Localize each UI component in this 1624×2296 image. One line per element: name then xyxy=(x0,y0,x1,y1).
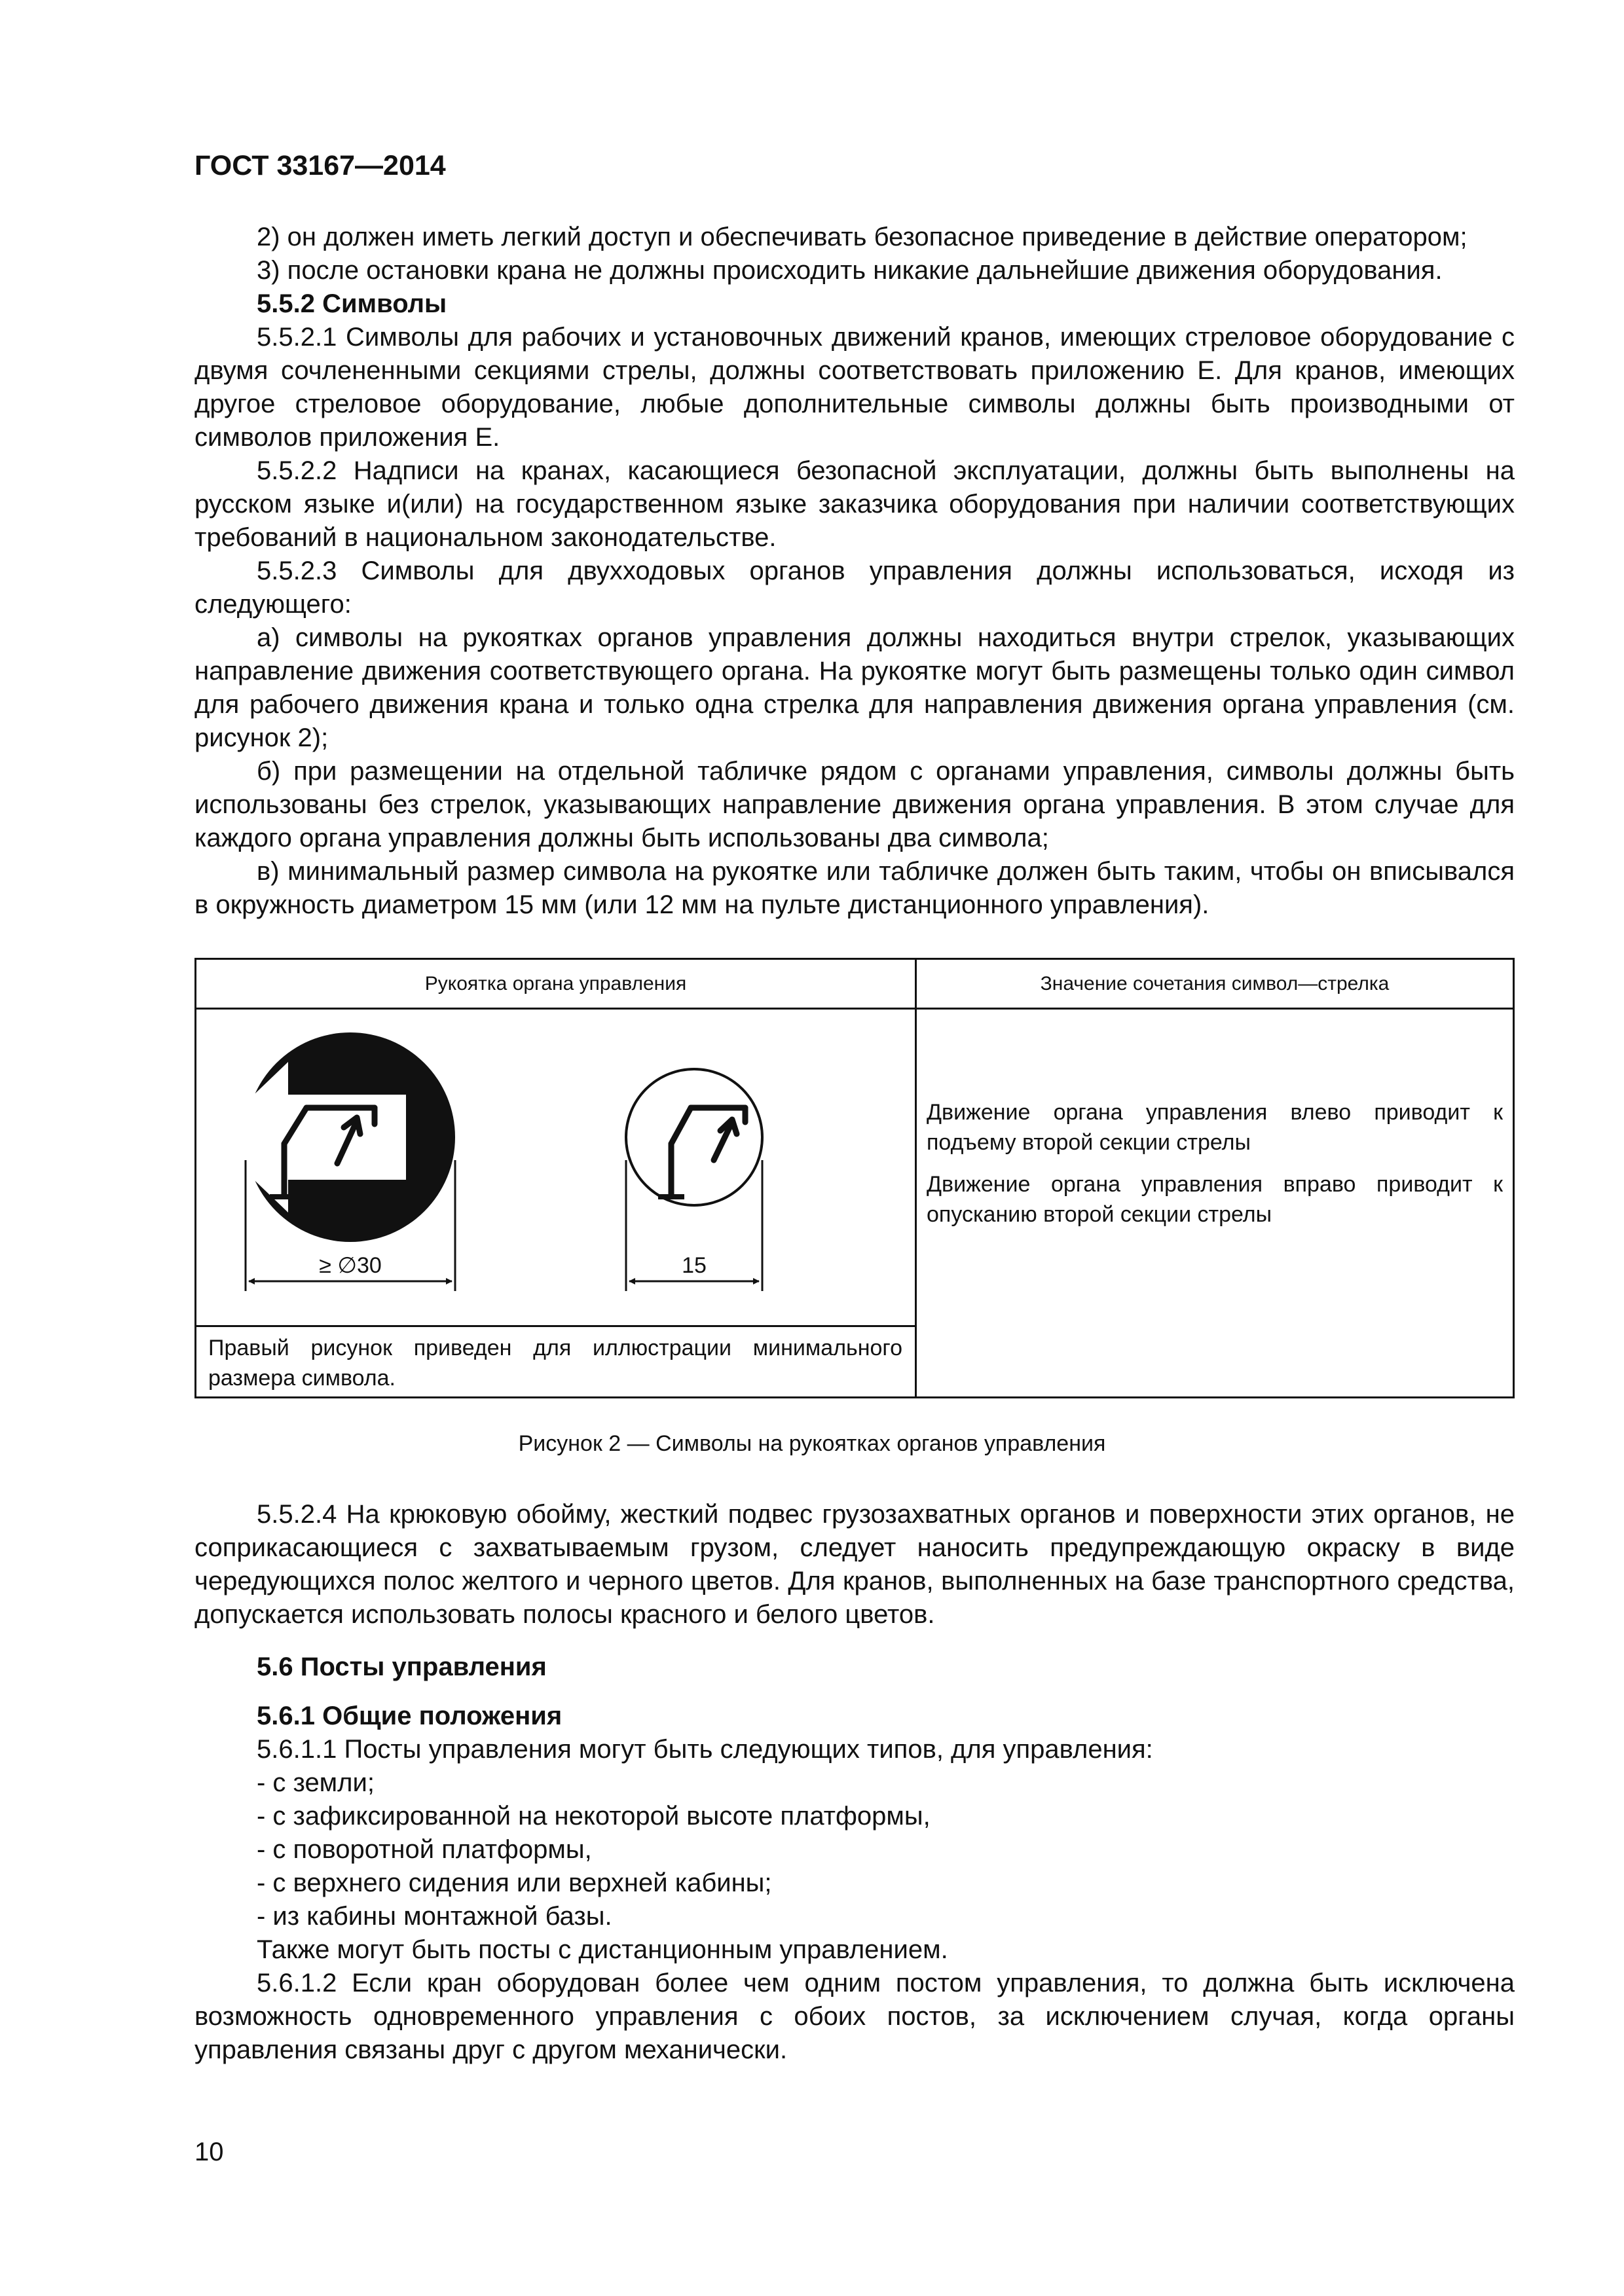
table-header-meaning: Значение сочетания символ—стрелка xyxy=(1040,973,1390,994)
paragraph-item-b: б) при размещении на отдельной табличке рядом с органами управления, символы должны быть использованы без стрелок, указывающих направление движения органа управления. В этом случае для каждого органа управления должны быть использованы два символа; xyxy=(194,757,1515,852)
dimension-label-small: 15 xyxy=(682,1253,707,1278)
paragraph-item-3: 3) после остановки крана не должны происходить никакие дальнейшие движения оборудования. xyxy=(257,256,1443,285)
table-divider-vertical xyxy=(915,960,917,1396)
list-item: - из кабины монтажной базы. xyxy=(257,1902,612,1931)
list-item: - с земли; xyxy=(257,1768,375,1797)
paragraph-item-2: 2) он должен иметь легкий доступ и обеспечивать безопасное приведение в действие оператором; xyxy=(257,223,1467,251)
heading-5-6: 5.6 Посты управления xyxy=(257,1652,547,1681)
list-item: - с зафиксированной на некоторой высоте платформы, xyxy=(257,1802,931,1831)
paragraph-5-5-2-4: 5.5.2.4 На крюковую обойму, жесткий подвес грузозахватных органов и поверхности этих органов, не соприкасающиеся с захватываемым грузом, следует наносить предупреждающую окраску в виде чередующихся полос желтого и черного цветов. Для кранов, выполненных на базе транспортного средства, допускается использовать полосы красного и белого цветов. xyxy=(194,1500,1515,1629)
heading-5-6-1: 5.6.1 Общие положения xyxy=(257,1702,563,1730)
paragraph-5-5-2-1: 5.5.2.1 Символы для рабочих и установочных движений кранов, имеющих стреловое оборудование с двумя сочлененными секциями стрелы, должны соответствовать приложению Е. Для кранов, имеющих другое стреловое оборудование, любые дополнительные символы должны быть производными от символов приложения Е. xyxy=(194,323,1515,452)
paragraph-remote-control: Также могут быть посты с дистанционным управлением. xyxy=(257,1935,948,1964)
paragraph-5-5-2-2: 5.5.2.2 Надписи на кранах, касающиеся безопасной эксплуатации, должны быть выполнены на русском языке и(или) на государственном языке заказчика оборудования при наличии соответствующих требований в национальном законодательстве. xyxy=(194,456,1515,552)
figure-note: Правый рисунок приведен для иллюстрации минимального размера символа. xyxy=(208,1336,902,1391)
document-header: ГОСТ 33167—2014 xyxy=(194,150,446,181)
dimension-label-large: ≥ ∅30 xyxy=(319,1253,382,1278)
paragraph-5-6-1-2: 5.6.1.2 Если кран оборудован более чем одним постом управления, то должна быть исключена возможность одновременного управления с обоих постов, за исключением случая, когда органы управления связаны друг с другом механически. xyxy=(194,1969,1515,2064)
figure-table xyxy=(194,958,1515,1398)
list-item: - с поворотной платформы, xyxy=(257,1835,592,1864)
heading-5-5-2: 5.5.2 Символы xyxy=(257,289,447,318)
paragraph-5-6-1-1: 5.6.1.1 Посты управления могут быть следующих типов, для управления: xyxy=(257,1735,1153,1764)
small-handle-symbol-icon xyxy=(626,1069,762,1205)
table-divider-note xyxy=(196,1325,915,1327)
table-header-handle: Рукоятка органа управления xyxy=(424,973,687,994)
paragraph-item-a: а) символы на рукоятках органов управления должны находиться внутри стрелок, указывающих направление движения соответствующего органа. На рукоятке могут быть размещены только один символ для рабочего движения крана и только одна стрелка для направления движения органа управления (см. рисунок 2); xyxy=(194,623,1515,752)
meaning-right: Движение органа управления вправо приводит к опусканию второй секции стрелы xyxy=(927,1172,1503,1227)
handle-symbols-drawing xyxy=(196,1010,915,1325)
paragraph-item-v: в) минимальный размер символа на рукоятке или табличке должен быть таким, чтобы он вписывался в окружность диаметром 15 мм (или 12 мм на пульте дистанционного управления). xyxy=(194,857,1515,919)
paragraph-5-5-2-3: 5.5.2.3 Символы для двухходовых органов управления должны использоваться, исходя из следующего: xyxy=(194,556,1515,619)
page-number: 10 xyxy=(194,2138,224,2166)
figure-caption: Рисунок 2 — Символы на рукоятках органов управления xyxy=(518,1431,1106,1456)
list-item: - с верхнего сидения или верхней кабины; xyxy=(257,1868,772,1897)
meaning-left: Движение органа управления влево приводит к подъему второй секции стрелы xyxy=(927,1100,1503,1155)
